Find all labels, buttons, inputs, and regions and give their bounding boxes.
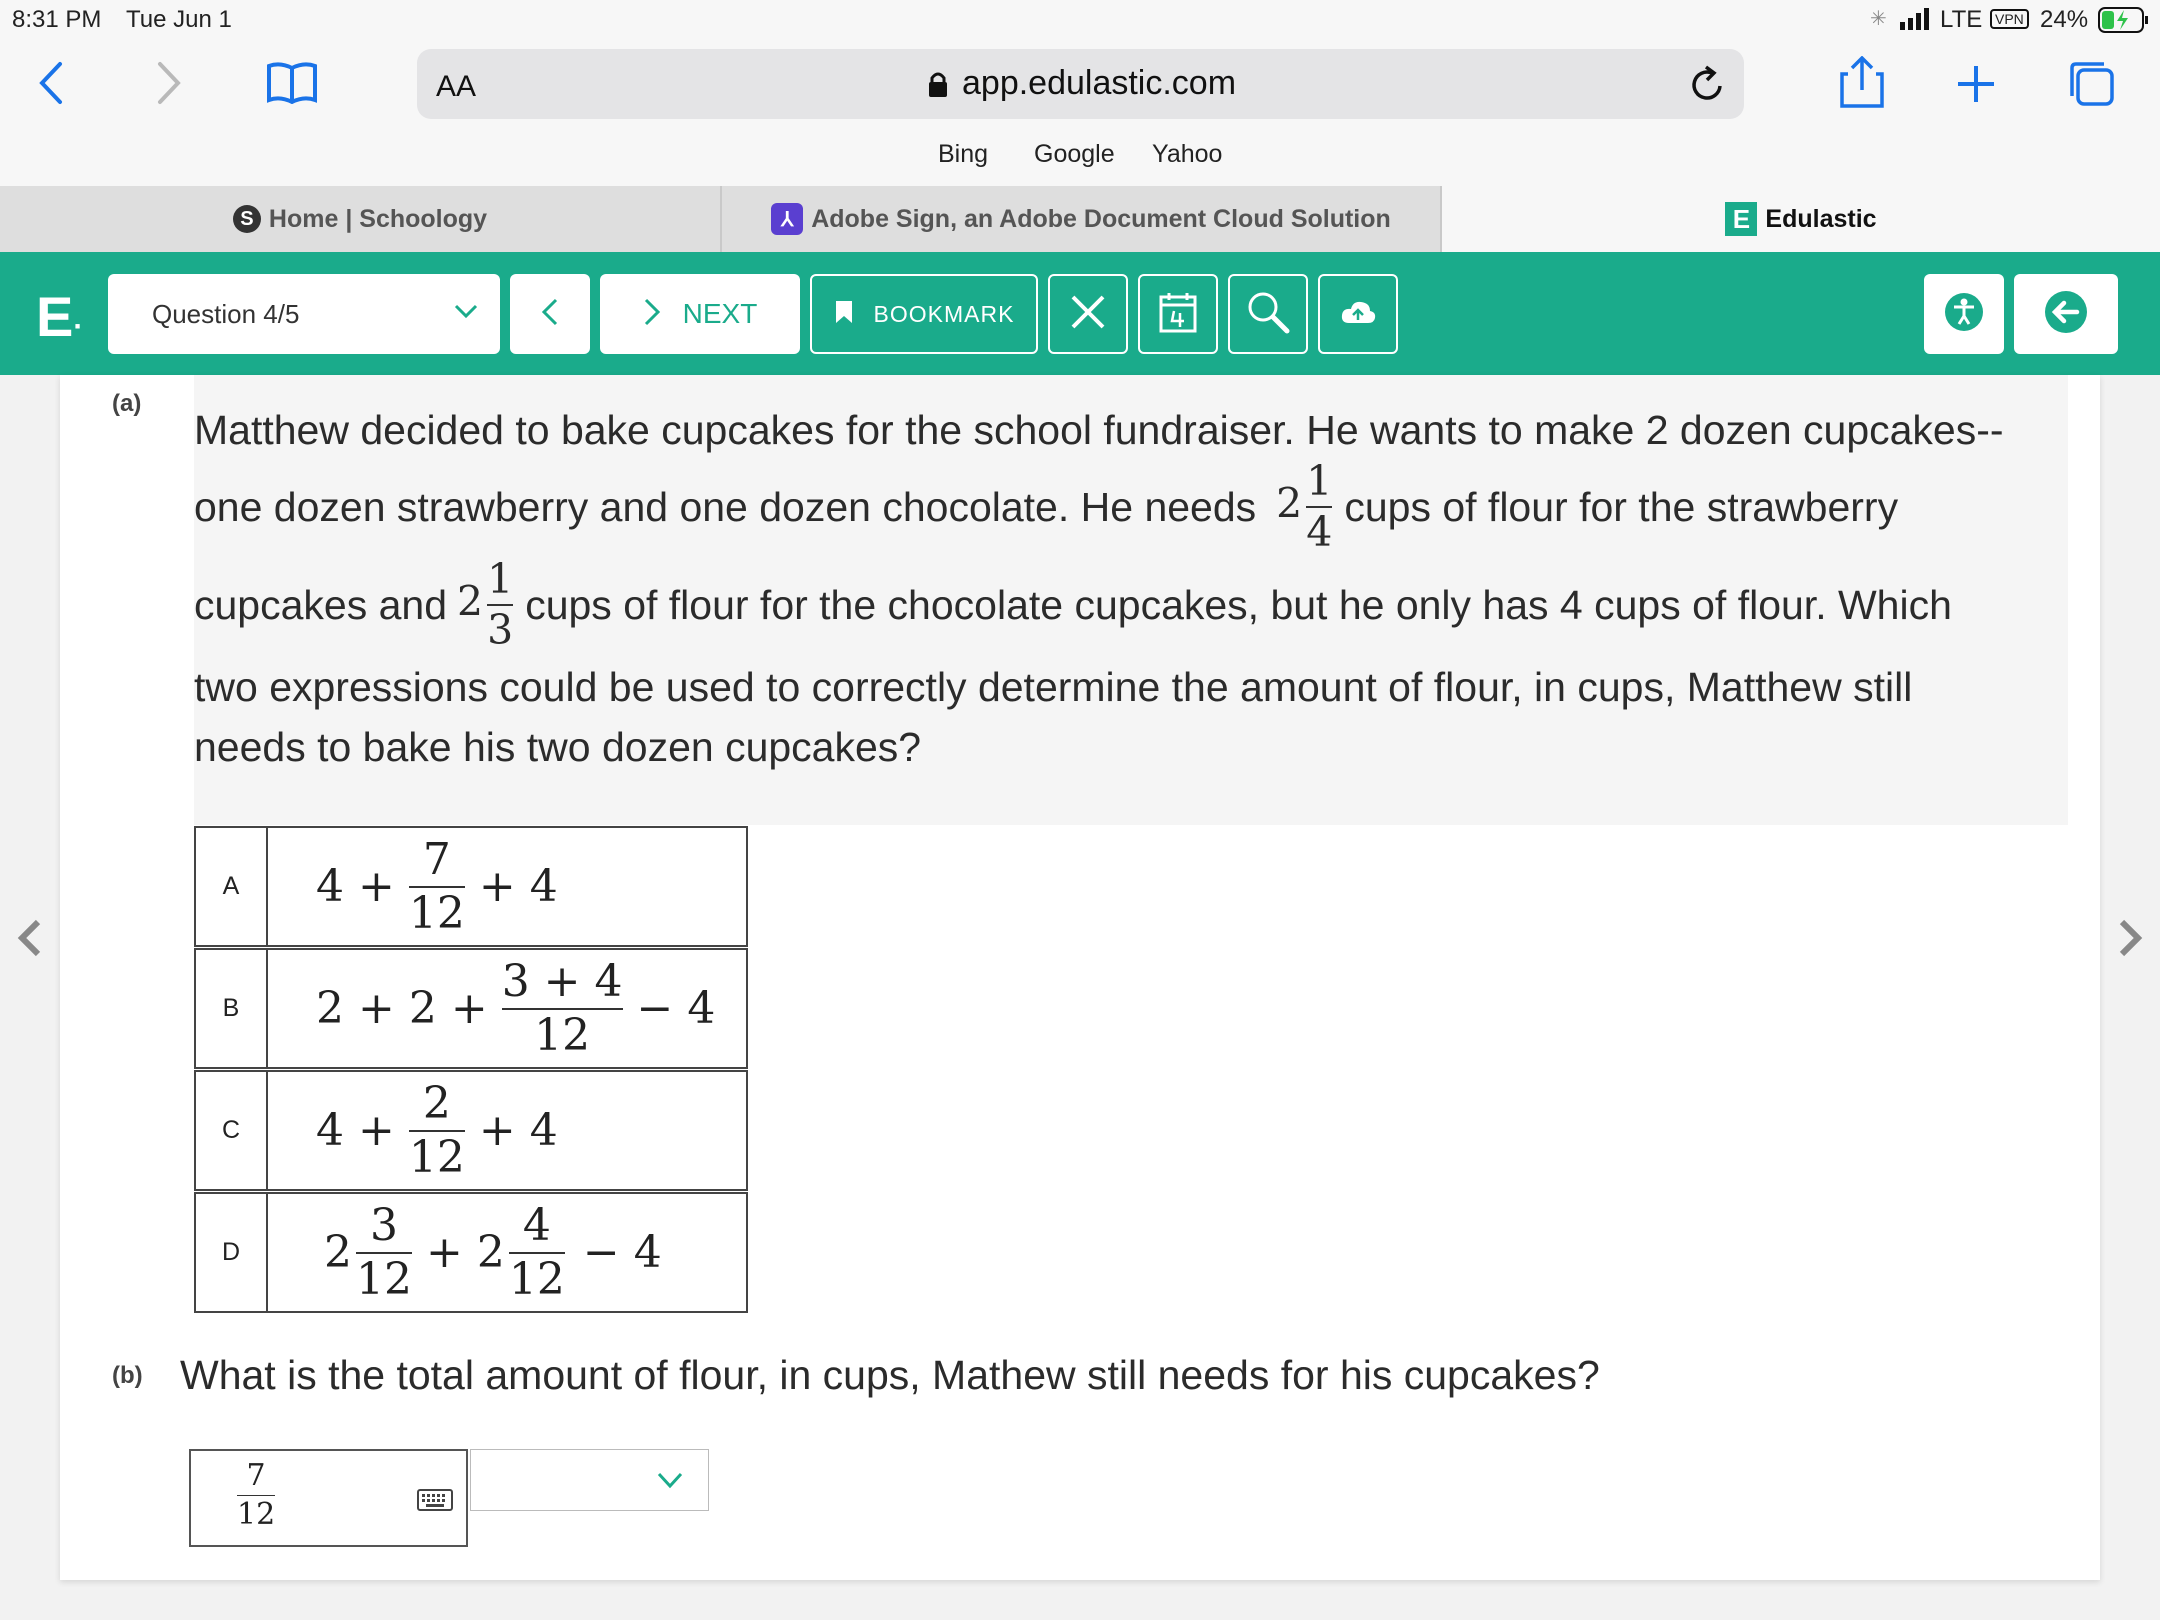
chevron-down-icon (657, 1472, 683, 1495)
signal-icon (1900, 8, 1934, 37)
stem-line-2: one dozen strawberry and one dozen chocolate. He needs 2 $\frac{1}{4}$ cups of flour for the strawberry (194, 457, 1899, 556)
bookmark-button[interactable] (810, 274, 1038, 354)
battery-percent: 24% (2040, 6, 2089, 33)
part-b-question: What is the total amount of flour, in cups, Mathew still needs for his cupcakes? (180, 1352, 1600, 1398)
chevron-down-icon (454, 304, 478, 325)
option-expression: 2 + 2 + $\frac{3 + 4}{12}$ − 4 (316, 955, 716, 1061)
exit-button[interactable] (2014, 274, 2118, 354)
next-page-arrow-icon[interactable] (2116, 918, 2144, 963)
new-tab-plus-icon[interactable] (1956, 64, 1996, 109)
option-b[interactable] (194, 948, 748, 1069)
tab-title: Edulastic (1765, 204, 1877, 233)
accessibility-button[interactable] (1924, 274, 2004, 354)
back-icon[interactable] (36, 60, 66, 111)
option-c[interactable] (194, 1070, 748, 1191)
cloud-upload-icon (1340, 299, 1376, 330)
previous-button[interactable] (510, 274, 590, 354)
unit-select[interactable] (470, 1449, 709, 1511)
keyboard-icon[interactable] (417, 1489, 453, 1516)
edulastic-icon: E (1725, 202, 1757, 236)
option-letter: C (196, 1072, 268, 1189)
forward-icon[interactable] (154, 60, 184, 111)
lock-icon (928, 70, 948, 103)
stem-line-4: two expressions could be used to correctly determine the amount of flour, in cups, Matthew still (194, 664, 1913, 710)
chevron-left-icon (541, 297, 559, 332)
scratchpad-button[interactable] (1138, 274, 1218, 354)
bookmark-label: BOOKMARK (873, 300, 1015, 327)
option-d[interactable] (194, 1192, 748, 1313)
chevron-right-icon (643, 297, 661, 332)
status-time: 8:31 PM (12, 6, 102, 33)
eliminate-answer-button[interactable] (1048, 274, 1128, 354)
option-letter: A (196, 828, 268, 945)
status-date: Tue Jun 1 (126, 6, 232, 33)
favorite-bing[interactable]: Bing (938, 140, 989, 168)
stem-line-3: cupcakes and 2 $\frac{1}{3}$ cups of flour for the chocolate cupcakes, but he only has 4 cups of flour. Which (194, 555, 1952, 654)
edulastic-logo: E· (36, 285, 84, 348)
stem-line-1: Matthew decided to bake cupcakes for the school fundraiser. He wants to make 2 dozen cupcakes-- (194, 407, 2004, 453)
bookmarks-book-icon[interactable] (266, 60, 318, 109)
battery-icon (2098, 7, 2150, 40)
option-expression: 4 + $\frac{7}{12}$ + 4 (316, 833, 558, 939)
fraction-answer-input[interactable] (189, 1449, 468, 1547)
option-a[interactable] (194, 826, 748, 947)
tab-schoology[interactable] (0, 186, 722, 252)
url-text: app.edulastic.com (962, 64, 1237, 102)
accessibility-icon (1944, 292, 1984, 337)
mixed-number-strawberry: 2 $\frac{1}{4}$ (1276, 457, 1333, 556)
reload-icon[interactable] (1690, 64, 1726, 109)
stem-line-5: needs to bake his two dozen cupcakes? (194, 724, 922, 770)
schoology-icon: S (233, 205, 261, 233)
tab-adobe-sign[interactable] (722, 186, 1442, 252)
option-expression: 4 + $\frac{2}{12}$ + 4 (316, 1077, 558, 1183)
magnifier-icon (1246, 290, 1290, 339)
next-label: NEXT (682, 298, 758, 329)
tab-edulastic[interactable] (1442, 186, 2160, 252)
text-size-button[interactable]: AA (436, 70, 477, 103)
question-select[interactable] (108, 274, 500, 354)
answer-fraction: $\frac{7}{12}$ (237, 1458, 276, 1532)
network-label: LTE (1940, 6, 1983, 33)
part-b-label: (b) (112, 1362, 143, 1389)
part-a-label: (a) (112, 390, 142, 417)
previous-page-arrow-icon[interactable] (16, 918, 44, 963)
vpn-badge: VPN (1990, 9, 2029, 29)
mixed-number-chocolate: 2 $\frac{1}{3}$ (457, 555, 514, 654)
favorite-yahoo[interactable]: Yahoo (1152, 140, 1223, 168)
upload-button[interactable] (1318, 274, 1398, 354)
favorite-google[interactable]: Google (1034, 140, 1115, 168)
share-icon[interactable] (1840, 56, 1884, 113)
zoom-button[interactable] (1228, 274, 1308, 354)
option-letter: D (196, 1194, 268, 1311)
loading-icon: ✳ (1870, 8, 1887, 30)
calendar-pencil-icon (1158, 291, 1198, 338)
tab-title: Adobe Sign, an Adobe Document Cloud Solution (811, 204, 1391, 233)
tab-bar (0, 186, 2160, 252)
tabs-overview-icon[interactable] (2068, 60, 2116, 113)
arrow-left-circle-icon (2044, 290, 2088, 339)
option-letter: B (196, 950, 268, 1067)
bookmark-icon (834, 299, 854, 330)
question-select-label: Question 4/5 (152, 298, 300, 329)
close-x-icon (1070, 294, 1106, 335)
next-button[interactable] (600, 274, 800, 354)
status-bar (0, 0, 2160, 40)
tab-title: Home | Schoology (268, 204, 488, 233)
adobe-icon: ⅄ (771, 203, 803, 235)
option-expression: 2 $\frac{3}{12}$ + 2 $\frac{4}{12}$ − 4 (324, 1199, 662, 1305)
